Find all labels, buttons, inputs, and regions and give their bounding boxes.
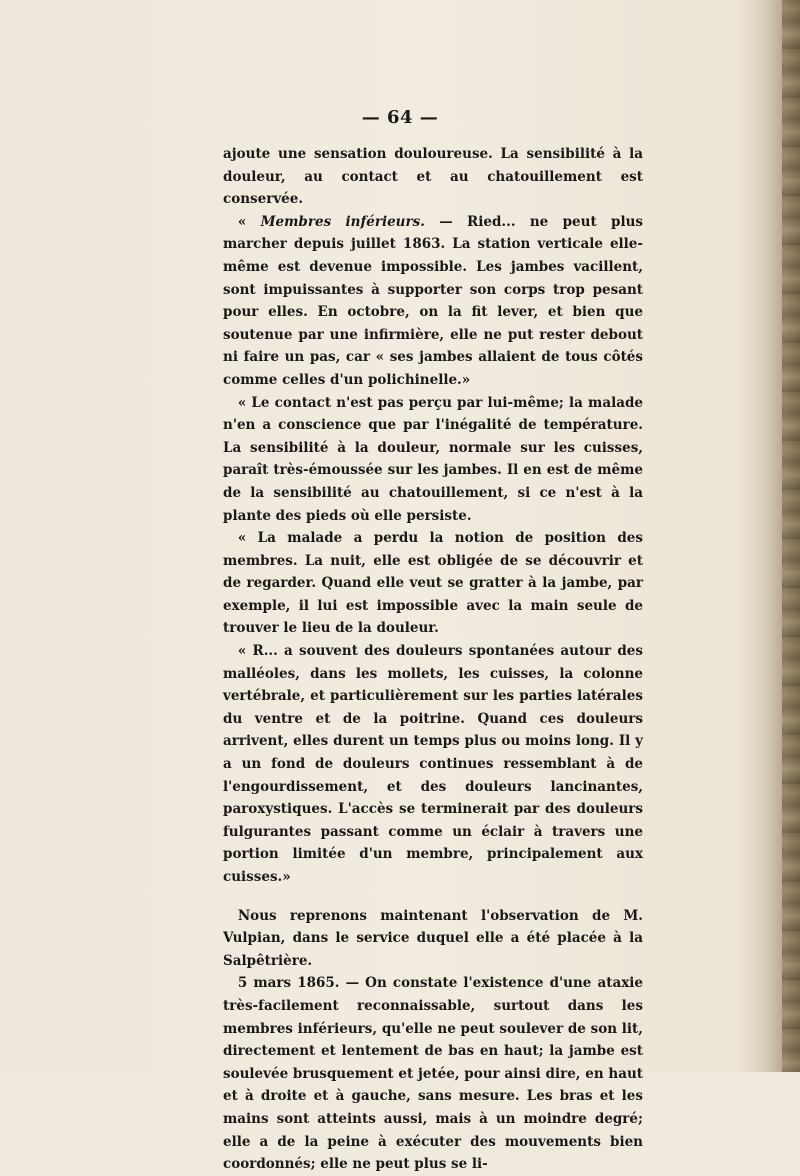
paragraph-6: Nous reprenons maintenant l'observation de M. Vulpian, dans le service duquel elle a été placée à la Salpêtrière. (223, 907, 643, 969)
paragraph-3: « Le contact n'est pas perçu par lui-même; la malade n'en a conscience que par l'inégalité de température. La sensibilité à la douleur, normale sur les cuisses, paraît très-émoussée sur les jambes. Il en est de même de la sensibilité au chatouillement, si ce n'est à la plante des pieds où elle persiste. (223, 394, 643, 524)
paragraph-2 (223, 211, 643, 392)
section-heading-membres-inferieurs: Membres inférieurs. (260, 213, 425, 230)
book-binding-edge (782, 0, 800, 1072)
quote-mark: « (237, 213, 261, 230)
paragraph-5: « R... a souvent des douleurs spontanées autour des malléoles, dans les mollets, les cuisses, la colonne vertébrale, et particulièrement sur les parties latérales du ventre et de la poitrine. Quand ces douleurs arrivent, elles durent un temps plus ou moins long. Il y a un fond de douleurs continues ressemblant à de l'engourdissement, et des douleurs lancinantes, paroxystiques. L'accès se terminerait par des douleurs fulgurantes passant comme un éclair à travers une portion limitée d'un membre, principalement aux cuisses.» (223, 643, 643, 885)
paragraph-1: ajoute une sensation douloureuse. La sensibilité à la douleur, au contact et au chatouillement est conservée. (223, 146, 643, 208)
body-text (223, 143, 643, 1176)
paragraph-7: 5 mars 1865. — On constate l'existence d'une ataxie très-facilement reconnaissable, surtout dans les membres inférieurs, qu'elle ne peut soulever de son lit, directement et lentement de bas en haut; la jambe est soulevée brusquement et jetée, pour ainsi dire, en haut et à droite et à gauche, sans mesure. Les bras et les mains sont atteints aussi, mais à un moindre degré; elle a de la peine à exécuter des mouvements bien coordonnés; elle ne peut plus se li- (223, 975, 643, 1173)
paragraph-4: « La malade a perdu la notion de position des membres. La nuit, elle est obligée de se découvrir et de regarder. Quand elle veut se gratter à la jambe, par exemple, il lui est impossible avec la main seule de trouver le lieu de la douleur. (223, 530, 643, 637)
page-number: — 64 — (361, 107, 439, 128)
paragraph-2-body: — Ried... ne peut plus marcher depuis juillet 1863. La station verticale elle-même est devenue impossible. Les jambes vacillent, sont impuissantes à supporter son corps trop pesant pour elles. En octobre, on la fit lever, et bien que soutenue par une infirmière, elle ne put rester debout ni faire un pas, car « ses jambes allaient de tous côtés comme celles d'un polichinelle.» (223, 213, 643, 388)
